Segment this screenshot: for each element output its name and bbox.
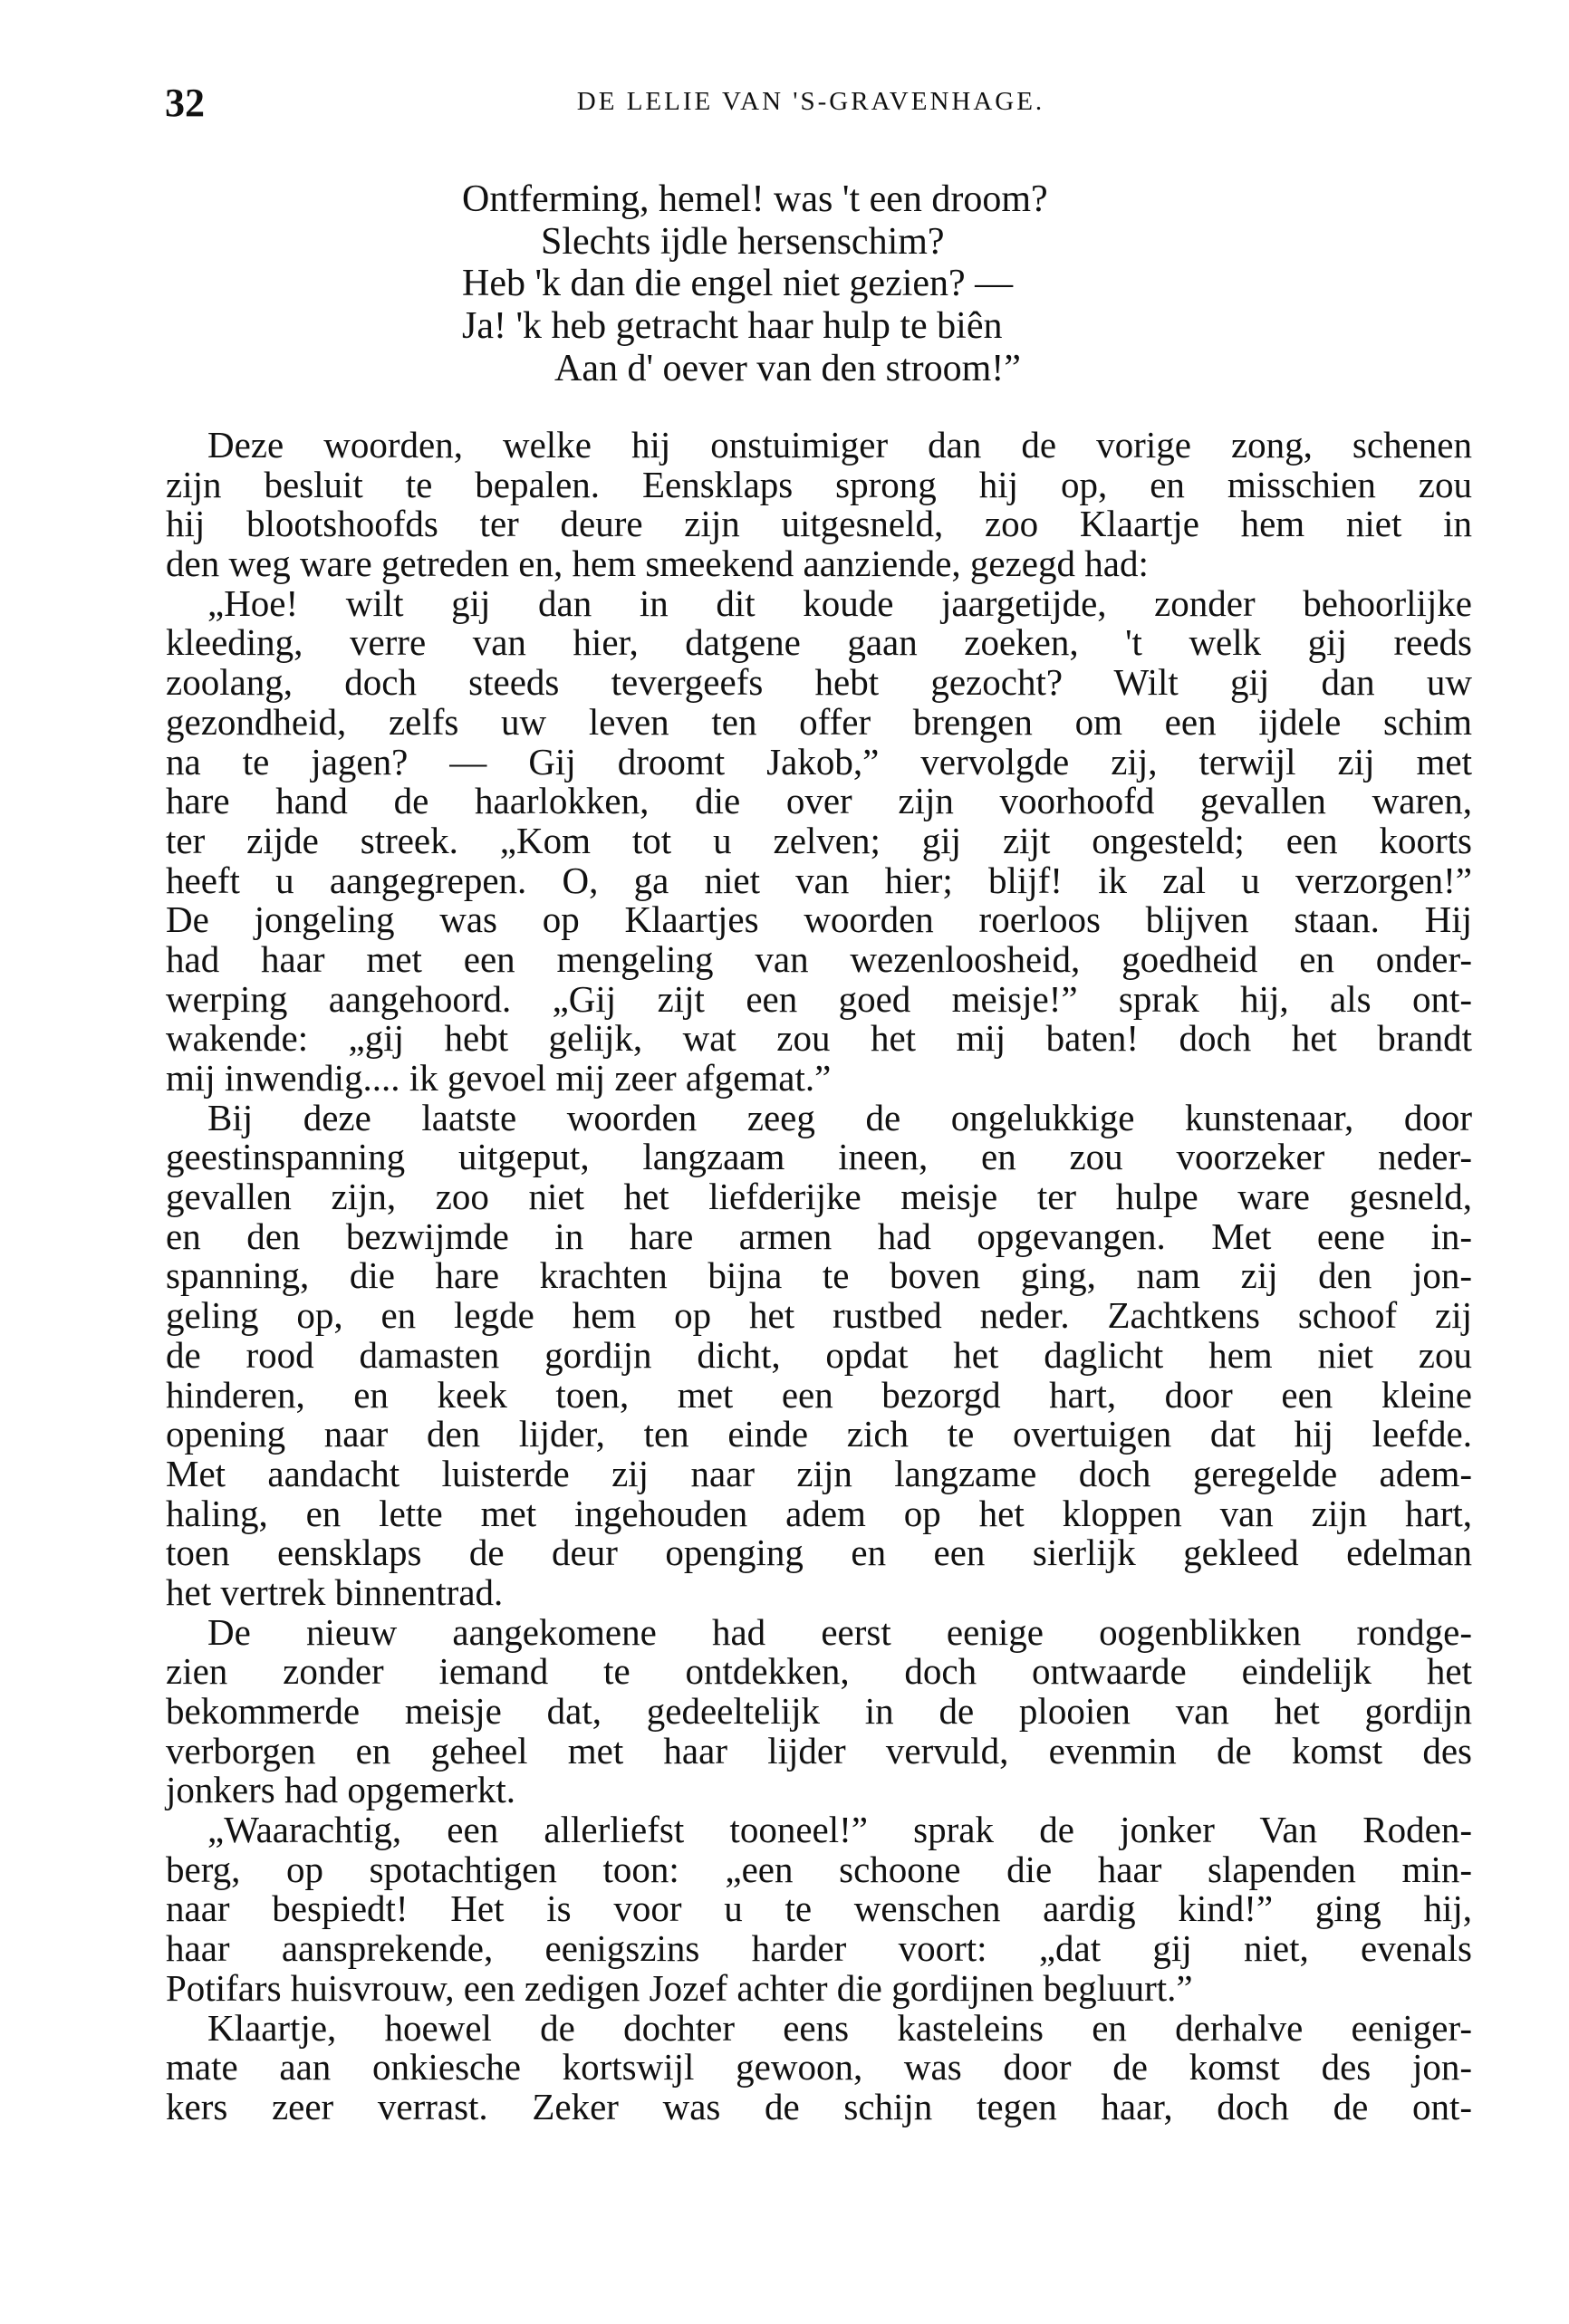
text-line: mate aan onkiesche kortswijl gewoon, was door de komst des jon- [166, 2046, 1472, 2089]
text-line: zien zonder iemand te ontdekken, doch ontwaarde eindelijk het [166, 1650, 1472, 1693]
paragraph [166, 581, 1472, 1099]
text-line: mij inwendig.... ik gevoel mij zeer afgemat.” [166, 1057, 832, 1099]
text-line: wakende: „gij hebt gelijk, wat zou het mij baten! doch het brandt [166, 1017, 1472, 1060]
text-line: gezondheid, zelfs uw leven ten offer brengen om een ijdele schim [166, 700, 1472, 743]
text-line: Deze woorden, welke hij onstuimiger dan de vorige zong, schenen [207, 424, 1472, 466]
text-line: geestinspanning uitgeput, langzaam ineen, en zou voorzeker neder- [166, 1136, 1472, 1178]
poem-line: Heb 'k dan die engel niet gezien? — [462, 263, 1014, 305]
poem-line: Ontferming, hemel! was 't een droom? [462, 178, 1048, 220]
text-line: hij blootshoofds ter deure zijn uitgesneld, zoo Klaartje hem niet in [166, 503, 1472, 545]
poem-line: Slechts ijdle hersenschim? [541, 220, 945, 263]
text-line: werping aangehoord. „Gij zijt een goed meisje!” sprak hij, als ont- [166, 977, 1472, 1020]
text-line: Potifars huisvrouw, een zedigen Jozef achter die gordijnen begluurt.” [166, 1966, 1193, 2009]
text-line: ter zijde streek. „Kom tot u zelven; gij zijt ongesteld; een koorts [166, 819, 1472, 861]
text-line: hinderen, en keek toen, met een bezorgd hart, door een kleine [166, 1373, 1472, 1416]
text-line: „Hoe! wilt gij dan in dit koude jaargetijde, zonder behoorlijke [207, 581, 1472, 624]
text-line: zijn besluit te bepalen. Eensklaps sprong hij op, en misschien zou [166, 463, 1472, 505]
text-line: heeft u aangegrepen. O, ga niet van hier; blijf! ik zal u verzorgen!” [166, 859, 1472, 901]
poem-line: Ja! 'k heb getracht haar hulp te biên [462, 305, 1003, 348]
text-line: bekommerde meisje dat, gedeeltelijk in de plooien van het gordijn [166, 1690, 1472, 1732]
poem-line: Aan d' oever van den stroom!” [554, 347, 1021, 389]
text-line: en den bezwijmde in hare armen had opgevangen. Met eene in- [166, 1215, 1472, 1257]
text-line: spanning, die hare krachten bijna te boven ging, nam zij den jon- [166, 1254, 1472, 1297]
paragraph [166, 426, 1472, 584]
text-line: Klaartje, hoewel de dochter eens kasteleins en derhalve eeniger- [207, 2006, 1472, 2049]
text-line: berg, op spotachtigen toon: „een schoone die haar slapenden min- [166, 1848, 1472, 1890]
text-line: gevallen zijn, zoo niet het liefderijke meisje ter hulpe ware gesneld, [166, 1176, 1472, 1218]
text-line: het vertrek binnentrad. [166, 1570, 504, 1613]
text-line: haling, en lette met ingehouden adem op het kloppen van zijn hart, [166, 1492, 1472, 1534]
text-line: jonkers had opgemerkt. [166, 1769, 515, 1811]
text-line: Bij deze laatste woorden zeeg de ongelukkige kunstenaar, door [207, 1096, 1472, 1138]
text-line: na te jagen? — Gij droomt Jakob,” vervolgde zij, terwijl zij met [166, 740, 1472, 783]
text-line: „Waarachtig, een allerliefst tooneel!” sprak de jonker Van Roden- [207, 1809, 1472, 1851]
text-line: kleeding, verre van hier, datgene gaan zoeken, 't welk gij reeds [166, 621, 1472, 664]
paragraph [166, 1810, 1472, 2008]
text-line: de rood damasten gordijn dicht, opdat het daglicht hem niet zou [166, 1333, 1472, 1376]
text-line: De nieuw aangekomene had eerst eenige oogenblikken rondge- [207, 1610, 1472, 1653]
text-line: verborgen en geheel met haar lijder vervuld, evenmin de komst des [166, 1729, 1472, 1772]
text-line: geling op, en legde hem op het rustbed neder. Zachtkens schoof zij [166, 1294, 1472, 1337]
text-line: den weg ware getreden en, hem smeekend aanziende, gezegd had: [166, 543, 1149, 585]
text-line: opening naar den lijder, ten einde zich te overtuigen dat hij leefde. [166, 1413, 1472, 1455]
running-title: DE LELIE VAN 'S-GRAVENHAGE. [576, 87, 1045, 116]
paragraph [166, 2006, 1472, 2127]
text-line: De jongeling was op Klaartjes woorden roerloos blijven staan. Hij [166, 898, 1472, 941]
body-text [166, 426, 1472, 2127]
text-line: hare hand de haarlokken, die over zijn voorhoofd gevallen waren, [166, 780, 1472, 822]
paragraph [166, 1610, 1472, 1811]
paragraph [166, 1096, 1472, 1613]
page-number: 32 [165, 81, 205, 125]
text-line: toen eensklaps de deur openging en een sierlijk gekleed edelman [166, 1532, 1472, 1574]
text-line: Met aandacht luisterde zij naar zijn langzame doch geregelde adem- [166, 1452, 1472, 1494]
text-line: haar aansprekende, eenigszins harder voort: „dat gij niet, evenals [166, 1927, 1472, 1970]
text-line: naar bespiedt! Het is voor u te wenschen aardig kind!” ging hij, [166, 1887, 1472, 1930]
text-line: kers zeer verrast. Zeker was de schijn tegen haar, doch de ont- [166, 2085, 1472, 2127]
text-line: had haar met een mengeling van wezenloosheid, goedheid en onder- [166, 937, 1472, 980]
text-line: zoolang, doch steeds tevergeefs hebt gezocht? Wilt gij dan uw [166, 661, 1472, 704]
